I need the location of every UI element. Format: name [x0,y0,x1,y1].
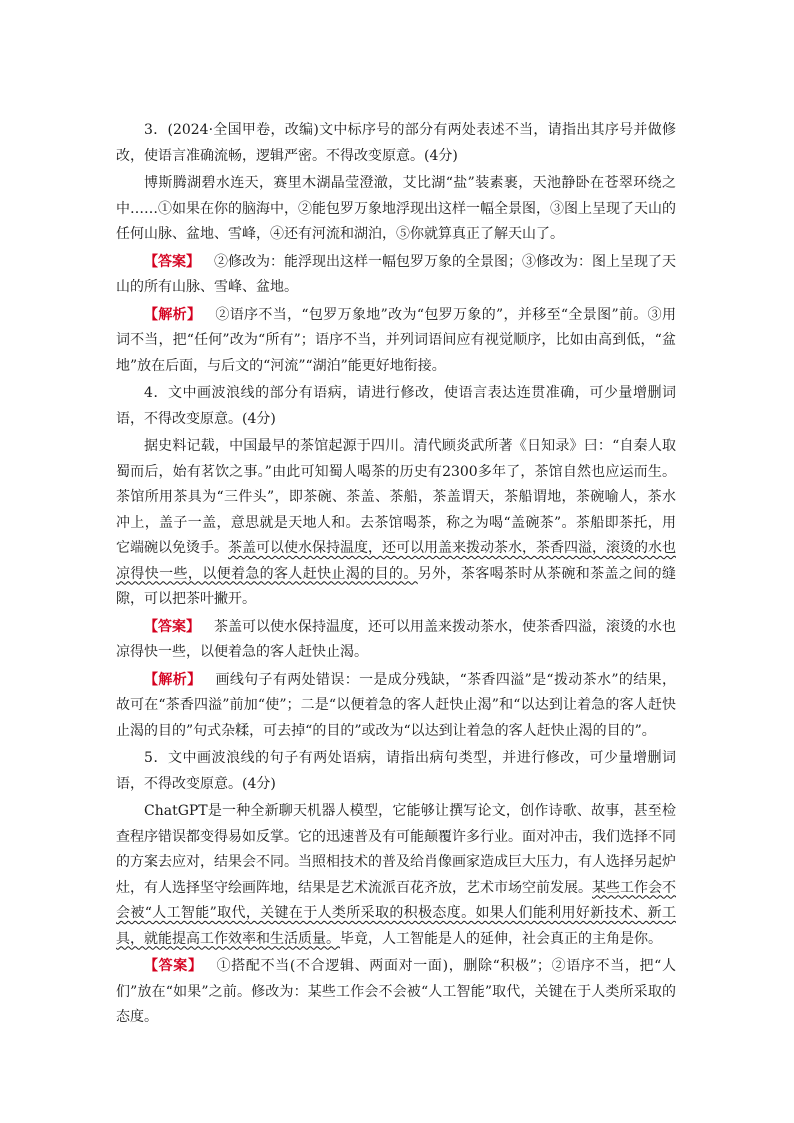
q4-stem: 4．文中画波浪线的部分有语病，请进行修改，使语言表达连贯准确，可少量增删词语，不得改变原意。(4分) [116,385,676,427]
answer-label: 【答案】 [144,253,200,270]
q5-stem: 5．文中画波浪线的句子有两处语病，请指出病句类型，并进行修改，可少量增删词语，不得改变原意。(4分) [116,750,676,792]
answer-label: 【答案】 [144,958,203,974]
q4-passage-before: 据史料记载，中国最早的茶馆起源于四川。清代顾炎武所著《日知录》曰：“自秦人取蜀而后，始有茗饮之事。”由此可知蜀人喝茶的历史有2300多年了，茶馆自然也应运而生。茶馆所用茶具为“三件头”，即茶碗、茶盖、茶船，茶盖谓天，茶船谓地，茶碗喻人，茶水冲上，盖子一盖，意思就是天地人和。去茶馆喝茶，称之为喝“盖碗茶”。茶船即茶托，用它端碗以免烫手。 [116,438,676,556]
analysis-label: 【解析】 [144,306,202,323]
answer-label: 【答案】 [144,618,200,635]
q4-analysis [116,668,676,745]
q4-passage-wavy: 茶盖可以使水保持温度，还可以用盖来拨动茶水，茶香四溢，滚烫的水也凉得快一些，以便着急的客人赶快止渴的目的。 [116,540,676,582]
q4-answer [116,615,676,666]
q5-answer [116,954,676,1031]
q5-passage-wavy: 某些工作会不会被“人工智能”取代，关键在于人类所采取的积极态度。如果人们能利用好新技术、新工具，就能提高工作效率和生活质量。 [116,879,676,947]
q5-passage-before: ChatGPT是一种全新聊天机器人模型，它能够让撰写论文，创作诗歌、故事，甚至检查程序错误都变得易如反掌。它的迅速普及有可能颠覆许多行业。面对冲击，我们选择不同的方案去应对，结果会不同。当照相技术的普及给肖像画家造成巨大压力，有人选择另起炉灶，有人选择坚守绘画阵地，结果是艺术流派百花齐放，艺术市场空前发展。 [116,803,676,896]
q4-passage [116,434,676,613]
q3-analysis [116,303,676,380]
q5-passage-after: 毕竟，人工智能是人的延伸，社会真正的主角是你。 [340,930,662,947]
q4-answer-text: 茶盖可以使水保持温度，还可以用盖来拨动茶水，使茶香四溢，滚烫的水也凉得快一些，以便着急的客人赶快止渴。 [116,618,676,660]
q3-stem: 3．(2024·全国甲卷，改编)文中标序号的部分有两处表述不当，请指出其序号并做修改，使语言准确流畅，逻辑严密。不得改变原意。(4分) [116,122,676,164]
q5-answer-text: ①搭配不当(不合逻辑、两面对一面)，删除“积极”；②语序不当，把“人们”放在“如果”之前。修改为：某些工作会不会被“人工智能”取代，关键在于人类所采取的态度。 [116,958,676,1025]
q4-analysis-text: 画线句子有两处错误：一是成分残缺，“茶香四溢”是“拨动茶水”的结果，故可在“茶香四溢”前加“使”；二是“以便着急的客人赶快止渴”和“以达到让着急的客人赶快止渴的目的”句式杂糅，可去掉“的目的”或改为“以达到让着急的客人赶快止渴的目的”。 [116,671,676,739]
q5-passage [116,799,676,952]
q3-analysis-text: ②语序不当，“包罗万象地”改为“包罗万象的”，并移至“全景图”前。③用词不当，把“任何”改为“所有”；语序不当，并列词语间应有视觉顺序，比如由高到低，“盆地”放在后面，与后文的“河流”“湖泊”能更好地衔接。 [116,306,676,374]
q3-answer [116,250,676,301]
q3-answer-text: ②修改为：能浮现出这样一幅包罗万象的全景图；③修改为：图上呈现了天山的所有山脉、雪峰、盆地。 [116,253,676,295]
q4-passage-after: 另外，茶客喝茶时从茶碗和茶盖之间的缝隙，可以把茶叶撇开。 [116,565,677,607]
document-page [116,118,676,1033]
q3-passage: 博斯腾湖碧水连天，赛里木湖晶莹澄澈，艾比湖“盐”装素裹，天池静卧在苍翠环绕之中……①如果在你的脑海中，②能包罗万象地浮现出这样一幅全景图，③图上呈现了天山的任何山脉、盆地、雪峰，④还有河流和湖泊，⑤你就算真正了解天山了。 [116,175,676,242]
analysis-label: 【解析】 [144,671,202,688]
